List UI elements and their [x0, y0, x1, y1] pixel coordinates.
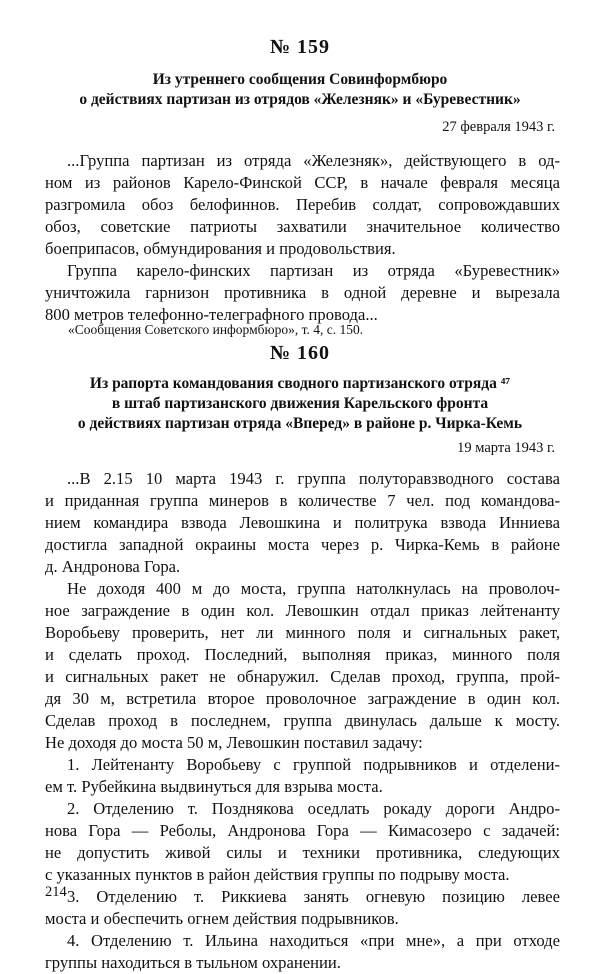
text-line: Не доходя до моста 50 м, Левошкин поставил задачу: [45, 733, 423, 752]
doc-160-number: № 160 [269, 342, 331, 364]
text-line: ...Группа партизан из отряда «Железняк», действующего в од- [67, 151, 560, 170]
doc-160-date: 19 марта 1943 г. [457, 440, 555, 456]
text-line: ное заграждение в один кол. Левошкин отдал приказ лейтенанту [45, 601, 560, 620]
text-line: ном из районов Карело-Финской ССР, в начале февраля месяца [45, 173, 560, 192]
doc-160-heading-line: в штаб партизанского движения Карельского фронта [111, 395, 489, 412]
doc-159-heading [20, 70, 580, 110]
doc-159-heading-line: Из утреннего сообщения Совинформбюро [152, 71, 448, 88]
text-line: группы находиться в тыльном охранении. [45, 953, 341, 972]
text-line: нием командира взвода Левошкина и политрука взвода Инниева [45, 513, 560, 532]
text-line: обоз, советские патриоты захватили значительное количество [45, 217, 560, 236]
text-line: Группа карело-финских партизан из отряда «Буревестник» [67, 261, 560, 280]
text-line: уничтожила гарнизон противника в одной деревне и вырезала [45, 283, 560, 302]
doc-159-number: № 159 [269, 36, 331, 58]
doc-159-source: «Сообщения Советского информбюро», т. 4, с. 150. [68, 322, 364, 337]
text-line: разгромила обоз белофиннов. Перебив солдат, сопровождавших [45, 195, 560, 214]
doc-160-heading [20, 374, 580, 434]
doc-160-body [45, 468, 560, 974]
text-line: нова Гора — Реболы, Андронова Гора — Кимасозеро с задачей: [45, 821, 560, 840]
doc-159-body [45, 150, 560, 326]
text-line: ем т. Рубейкина выдвинуться для взрыва моста. [45, 777, 383, 796]
text-line: боеприпасов, обмундирования и продовольствия. [45, 239, 396, 258]
text-line: 800 метров телефонно-телеграфного провода... [45, 305, 378, 324]
doc-160-heading-line: Из рапорта командования сводного партизанского отряда ⁴⁷ [89, 375, 511, 392]
text-line: 2. Отделению т. Позднякова оседлать рокаду дороги Андро- [67, 799, 560, 818]
text-line: 3. Отделению т. Риккиева занять огневую позицию левее [67, 887, 560, 906]
text-line: и сделать проход. Последний, выполняя приказ, минного поля [45, 645, 560, 664]
text-line: Не доходя 400 м до моста, группа натолкнулась на проволоч- [67, 579, 560, 598]
text-line: д. Андронова Гора. [45, 557, 181, 576]
text-line: не допустить живой силы и техники противника, следующих [45, 843, 560, 862]
text-line: с указанных пунктов в район действия группы по подрыву моста. [45, 865, 510, 884]
text-line: ...В 2.15 10 марта 1943 г. группа полуторавзводного состава [67, 469, 560, 488]
text-line: и сигнальных ракет не обнаружил. Сделав проход, группа, прой- [45, 667, 560, 686]
doc-159-date: 27 февраля 1943 г. [442, 119, 555, 135]
text-line: и приданная группа минеров в количестве 7 чел. под командова- [45, 491, 560, 510]
doc-159-heading-line: о действиях партизан из отрядов «Железняк» и «Буревестник» [79, 91, 521, 108]
doc-160-heading-line: о действиях партизан отряда «Вперед» в районе р. Чирка-Кемь [77, 415, 523, 432]
text-line: дя 30 м, встретила второе проволочное заграждение в один кол. [45, 689, 560, 708]
text-line: достигла западной окраины моста через р. Чирка-Кемь в районе [45, 535, 560, 554]
text-line: Воробьеву проверить, нет ли минного поля и сигнальных ракет, [45, 623, 560, 642]
text-line: 4. Отделению т. Ильина находиться «при мне», а при отходе [67, 931, 560, 950]
text-line: Сделав проход в последнем, группа двинулась дальше к мосту. [45, 711, 560, 730]
text-line: моста и обеспечить огнем действия подрывников. [45, 909, 399, 928]
page-number: 214 [45, 884, 67, 900]
text-line: 1. Лейтенанту Воробьеву с группой подрывников и отделени- [67, 755, 560, 774]
